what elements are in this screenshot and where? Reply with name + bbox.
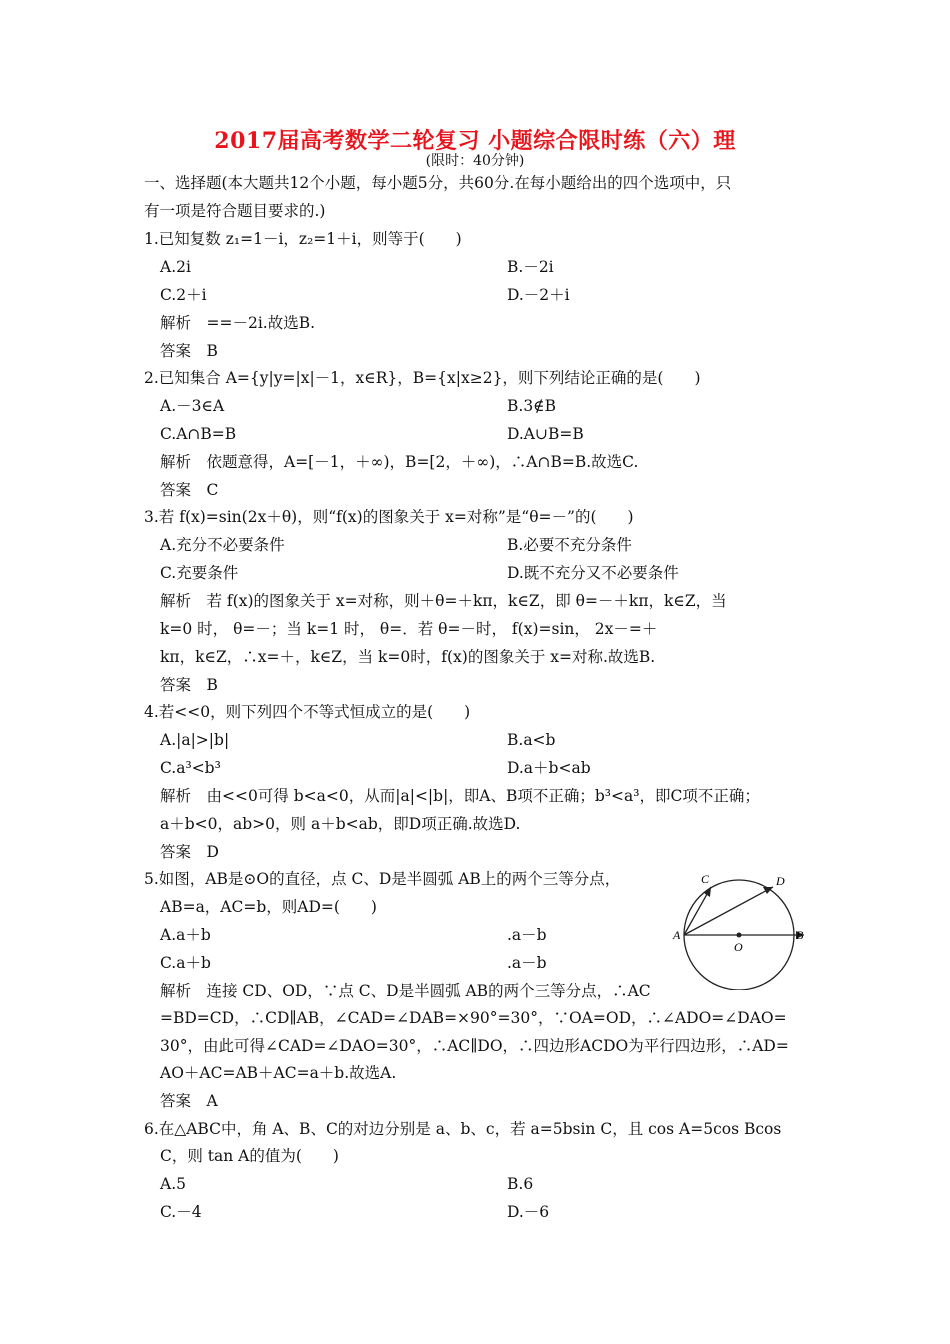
q1-answer: 答案 B xyxy=(160,342,218,360)
q1-stem: 1.已知复数 z₁=1－i，z₂=1＋i，则等于( ) xyxy=(144,230,462,248)
q6-stem-line: C，则 tan A的值为( ) xyxy=(160,1147,339,1165)
q6-option-a: A.5 xyxy=(160,1175,186,1193)
q3-stem: 3.若 f(x)=sin(2x＋θ)，则“f(x)的图象关于 x=对称”是“θ=－”的( ) xyxy=(144,508,634,526)
q6-option-c: C.－4 xyxy=(160,1203,202,1221)
q2-option-c: C.A∩B=B xyxy=(160,425,237,443)
q2-stem: 2.已知集合 A={y|y=|x|－1，x∈R}，B={x|x≥2}，则下列结论正确的是( ) xyxy=(144,369,701,387)
q4-analysis-line: a＋b<0，ab>0，则 a＋b<ab，即D项正确.故选D. xyxy=(160,815,521,833)
time-limit: (限时：40分钟) xyxy=(425,153,525,169)
q3-answer: 答案 B xyxy=(160,676,218,694)
label-d: D xyxy=(776,874,785,888)
document-title: 2017届高考数学二轮复习 小题综合限时练（六）理 xyxy=(214,128,736,154)
q5-stem-line: AB=a，AC=b，则AD=( ) xyxy=(160,898,377,916)
label-c: C xyxy=(701,872,710,886)
q3-option-a: A.充分不必要条件 xyxy=(160,536,285,554)
q5-option-b: .a－b xyxy=(507,926,547,944)
q1-option-d: D.－2＋i xyxy=(507,286,570,304)
q5-analysis-line: 解析 连接 CD、OD，∵点 C、D是半圆弧 AB的两个三等分点，∴AC xyxy=(160,982,651,1000)
q5-option-a: A.a＋b xyxy=(160,926,211,944)
q2-analysis: 解析 依题意得，A=[－1，＋∞)，B=[2，＋∞)，∴A∩B=B.故选C. xyxy=(160,453,639,471)
q1-analysis: 解析 ==－2i.故选B. xyxy=(160,314,316,332)
q5-analysis-line: 30°，由此可得∠CAD=∠DAO=30°，∴AC∥DO，∴四边形ACDO为平行四边形，∴AD= xyxy=(160,1037,789,1055)
section-heading: 一、选择题(本大题共12个小题，每小题5分，共60分.在每小题给出的四个选项中，只 xyxy=(144,174,732,192)
q4-option-d: D.a＋b<ab xyxy=(507,759,591,777)
label-o: O xyxy=(734,940,743,954)
q3-option-d: D.既不充分又不必要条件 xyxy=(507,564,679,582)
q4-answer: 答案 D xyxy=(160,843,219,861)
q4-option-b: B.a<b xyxy=(507,731,556,749)
section-heading-cont: 有一项是符合题目要求的.) xyxy=(144,202,326,220)
q2-answer: 答案 C xyxy=(160,481,219,499)
q6-option-b: B.6 xyxy=(507,1175,534,1193)
q1-option-a: A.2i xyxy=(160,258,191,276)
q1-option-c: C.2＋i xyxy=(160,286,207,304)
q2-option-d: D.A∪B=B xyxy=(507,425,584,443)
q4-option-a: A.|a|>|b| xyxy=(160,731,230,749)
q3-analysis-line: k=0 时， θ=－；当 k=1 时， θ=．若 θ=－时， f(x)=sin， 2x－=＋ xyxy=(160,620,658,638)
label-a: A xyxy=(673,928,681,942)
q5-option-c: C.a＋b xyxy=(160,954,211,972)
q1-option-b: B.－2i xyxy=(507,258,554,276)
q4-stem: 4.若<<0，则下列四个不等式恒成立的是( ) xyxy=(144,703,471,721)
q3-option-b: B.必要不充分条件 xyxy=(507,536,632,554)
q5-answer: 答案 A xyxy=(160,1092,218,1110)
q3-analysis-line: kπ，k∈Z，∴x=＋，k∈Z，当 k=0时，f(x)的图象关于 x=对称.故选B. xyxy=(160,648,656,666)
q5-analysis-line: =BD=CD，∴CD∥AB，∠CAD=∠DAB=×90°=30°，∵OA=OD，∴∠ADO=∠DAO= xyxy=(160,1009,787,1027)
circle-diagram xyxy=(672,870,812,990)
q5-option-d: .a－b xyxy=(507,954,547,972)
q3-option-c: C.充要条件 xyxy=(160,564,239,582)
q5-stem-line: 5.如图，AB是⊙O的直径，点 C、D是半圆弧 AB上的两个三等分点， xyxy=(144,870,621,888)
q3-analysis-line: 解析 若 f(x)的图象关于 x=对称，则＋θ=＋kπ，k∈Z，即 θ=－＋kπ，k∈Z，当 xyxy=(160,592,727,610)
q6-option-d: D.－6 xyxy=(507,1203,550,1221)
q6-stem-line: 6.在△ABC中，角 A、B、C的对边分别是 a、b、c，若 a=5bsin C，且 cos A=5cos Bcos xyxy=(144,1120,782,1138)
q4-analysis-line: 解析 由<<0可得 b<a<0，从而|a|<|b|，即A、B项不正确；b³<a³，即C项不正确； xyxy=(160,787,760,805)
label-b: B xyxy=(796,928,804,942)
center-point xyxy=(737,933,742,938)
q2-option-a: A.－3∈A xyxy=(160,397,225,415)
q4-option-c: C.a³<b³ xyxy=(160,759,221,777)
q5-analysis-line: AO＋AC=AB＋AC=a＋b.故选A. xyxy=(160,1064,397,1082)
q2-option-b: B.3∉B xyxy=(507,397,557,415)
